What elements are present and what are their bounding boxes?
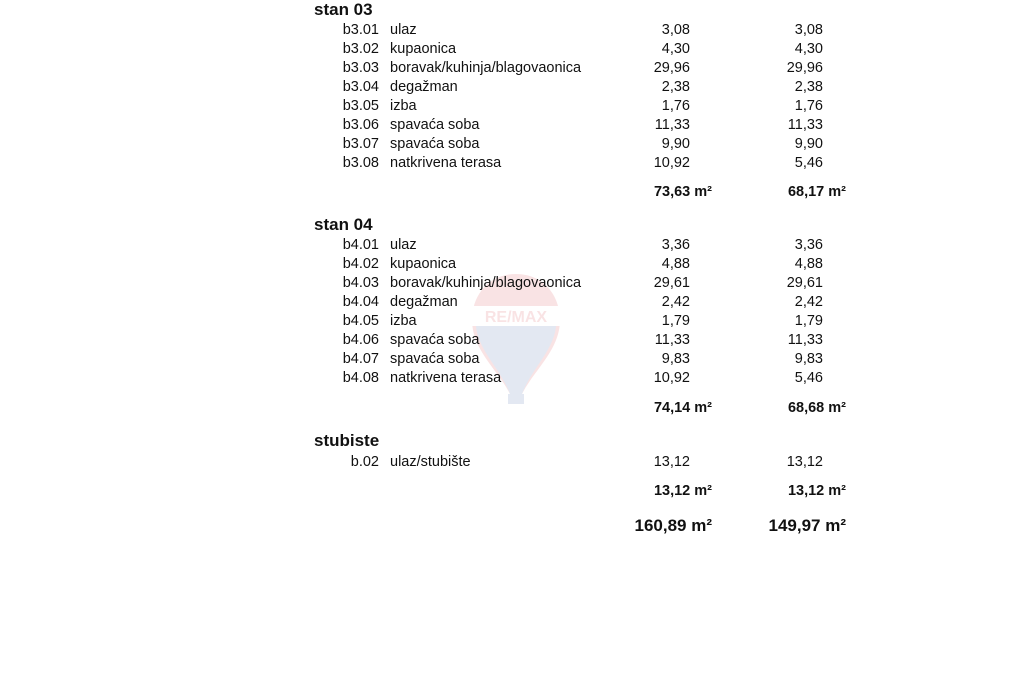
area-calc: 1,76 [794, 98, 823, 114]
table-row [0, 78, 1024, 97]
room-code: b4.03 [342, 275, 379, 291]
room-name: natkrivena terasa [390, 370, 502, 386]
area-calc: 29,96 [786, 60, 823, 76]
section-title: stan 04 [314, 215, 373, 234]
area-calc: 4,88 [794, 256, 823, 272]
subtotal-net: 73,63 m² [653, 184, 712, 200]
area-net: 4,88 [661, 256, 690, 272]
area-calc: 11,33 [787, 117, 823, 133]
area-net: 10,92 [653, 370, 690, 386]
section-subtotal [0, 481, 1024, 501]
area-calc: 13,12 [786, 454, 823, 470]
table-row [0, 116, 1024, 135]
room-name: spavaća soba [390, 136, 480, 152]
area-net: 3,36 [661, 237, 690, 253]
table-row [0, 369, 1024, 388]
subtotal-calc: 68,68 m² [787, 400, 846, 416]
room-name: izba [390, 313, 417, 329]
room-code: b4.05 [342, 313, 379, 329]
subtotal-calc: 13,12 m² [787, 483, 846, 499]
grand-total [0, 514, 1024, 538]
area-calc: 5,46 [794, 155, 823, 171]
room-name: ulaz [390, 237, 417, 253]
section-title: stubiste [314, 431, 380, 450]
table-row [0, 40, 1024, 59]
watermark-text: RE/MAX [484, 309, 548, 326]
room-name: degažman [390, 294, 458, 310]
grand-total-calc: 149,97 m² [768, 516, 846, 535]
area-net: 2,42 [661, 294, 690, 310]
area-calc: 1,79 [794, 313, 823, 329]
room-name: spavaća soba [390, 117, 480, 133]
section-subtotal [0, 182, 1024, 202]
area-net: 29,96 [653, 60, 690, 76]
room-name: spavaća soba [390, 332, 480, 348]
area-calc: 3,08 [794, 22, 823, 38]
room-name: degažman [390, 79, 458, 95]
area-net: 3,08 [661, 22, 690, 38]
table-row [0, 135, 1024, 154]
area-calc: 9,83 [794, 351, 823, 367]
room-code: b3.06 [342, 117, 379, 133]
area-net: 1,76 [661, 98, 690, 114]
area-calc: 11,33 [787, 332, 823, 348]
table-row [0, 293, 1024, 312]
subtotal-calc: 68,17 m² [787, 184, 846, 200]
room-name: natkrivena terasa [390, 155, 502, 171]
room-name: ulaz/stubište [390, 454, 471, 470]
section-subtotal [0, 398, 1024, 418]
grand-total-net: 160,89 m² [634, 516, 712, 535]
area-calc: 9,90 [794, 136, 823, 152]
room-code: b4.04 [342, 294, 379, 310]
room-name: kupaonica [390, 41, 457, 57]
room-code: b3.03 [342, 60, 379, 76]
table-row [0, 154, 1024, 173]
room-code: b.02 [350, 454, 379, 470]
area-calc: 2,42 [794, 294, 823, 310]
area-calc: 3,36 [794, 237, 823, 253]
area-net: 2,38 [661, 79, 690, 95]
subtotal-net: 13,12 m² [653, 483, 712, 499]
room-code: b3.05 [342, 98, 379, 114]
room-code: b4.01 [342, 237, 379, 253]
room-code: b4.02 [342, 256, 379, 272]
table-row [0, 97, 1024, 116]
table-row [0, 274, 1024, 293]
table-row [0, 312, 1024, 331]
subtotal-net: 74,14 m² [653, 400, 712, 416]
room-name: izba [390, 98, 417, 114]
area-net: 13,12 [653, 454, 690, 470]
room-code: b3.04 [342, 79, 379, 95]
table-row [0, 59, 1024, 78]
table-row [0, 453, 1024, 472]
room-code: b4.08 [342, 370, 379, 386]
area-net: 11,33 [654, 117, 690, 133]
table-row [0, 255, 1024, 274]
room-code: b4.07 [342, 351, 379, 367]
area-net: 11,33 [654, 332, 690, 348]
room-code: b4.06 [342, 332, 379, 348]
room-name: boravak/kuhinja/blagovaonica [390, 60, 582, 76]
table-row [0, 331, 1024, 350]
room-code: b3.07 [342, 136, 379, 152]
area-calc: 4,30 [794, 41, 823, 57]
room-name: spavaća soba [390, 351, 480, 367]
area-net: 4,30 [661, 41, 690, 57]
area-calc: 5,46 [794, 370, 823, 386]
section-title: stan 03 [314, 0, 373, 19]
room-name: ulaz [390, 22, 417, 38]
table-row [0, 350, 1024, 369]
room-name: boravak/kuhinja/blagovaonica [390, 275, 582, 291]
area-calc: 29,61 [786, 275, 823, 291]
room-code: b3.01 [342, 22, 379, 38]
area-calc: 2,38 [794, 79, 823, 95]
area-net: 10,92 [653, 155, 690, 171]
room-code: b3.02 [342, 41, 379, 57]
table-row [0, 21, 1024, 40]
area-net: 9,83 [661, 351, 690, 367]
room-name: kupaonica [390, 256, 457, 272]
area-net: 29,61 [653, 275, 690, 291]
area-net: 9,90 [661, 136, 690, 152]
room-code: b3.08 [342, 155, 379, 171]
table-row [0, 236, 1024, 255]
area-net: 1,79 [661, 313, 690, 329]
